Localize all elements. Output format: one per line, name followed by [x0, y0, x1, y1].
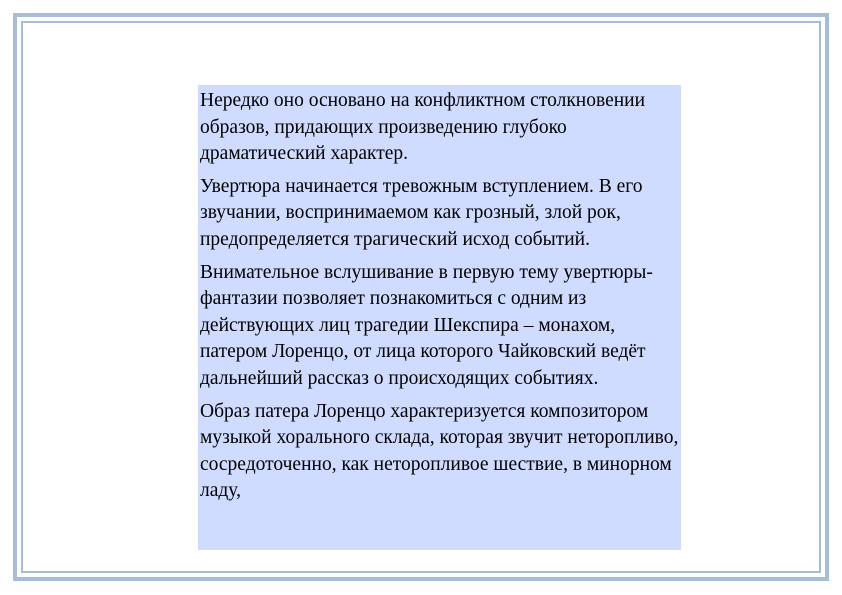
paragraph-3: Внимательное вслушивание в первую тему увертюры-фантазии позволяет познакомиться с одним из действующих лиц трагедии Шекспира – монахом, патером Лоренцо, от лица которого Чайковский ведёт дальнейший рассказ о происходящих событиях. — [200, 261, 653, 389]
paragraph-1: Нередко оно основано на конфликтном столкновении образов, придающих произведению глубоко драматический характер. — [200, 90, 646, 165]
paragraph-4: Образ патера Лоренцо характеризуется композитором музыкой хорального склада, которая звучит неторопливо, сосредоточенно, как неторопливое шествие, в минорном ладу, — [200, 400, 679, 502]
text-box — [198, 85, 681, 550]
paragraph-2: Увертюра начинается тревожным вступлением. В его звучании, воспринимаемом как грозный, злой рок, предопределяется трагический исход событий. — [200, 175, 643, 250]
